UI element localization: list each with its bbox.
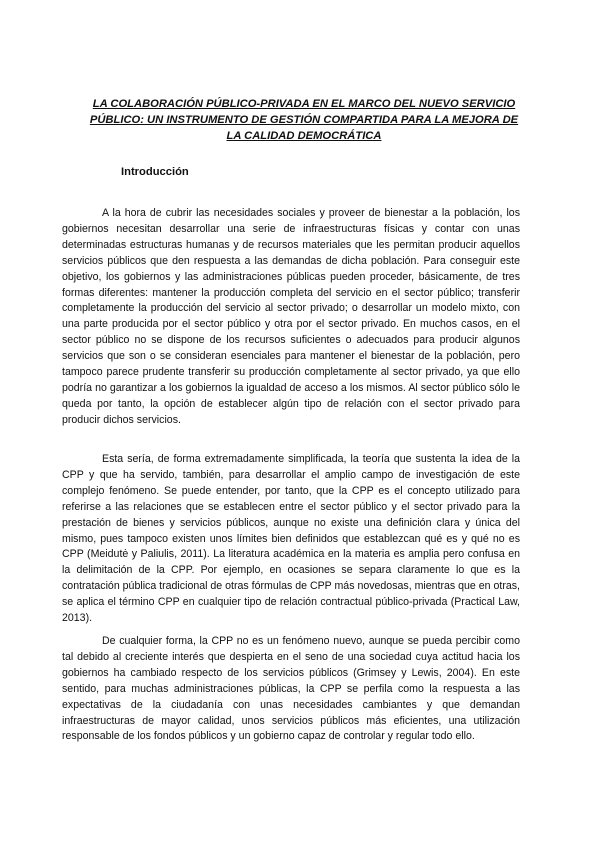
body-paragraph: De cualquier forma, la CPP no es un fenómeno nuevo, aunque se pueda percibir como tal debido al creciente interés que despierta en el seno de una sociedad cuya actitud hacia los gobiernos ha cambiado respecto de los servicios públicos (Grimsey y Lewis, 2004). En este sentido, para muchas administraciones públicas, la CPP se perfila como la respuesta a las expectativas de la ciudadanía con unas necesidades cambiantes y que demandan infraestructuras de mayor calidad, unos servicios públicos más eficientes, una utilización responsable de los fondos públicos y un gobierno capaz de controlar y regular todo ello.	[62, 635, 520, 743]
body-paragraph: Esta sería, de forma extremadamente simplificada, la teoría que sustenta la idea de la CPP y que ha servido, también, para desarrollar el amplio campo de investigación de este complejo fenómeno. Se puede entender, por tanto, que la CPP es el concepto utilizado para referirse a las relaciones que se establecen entre el sector público y el sector privado para la prestación de bienes y servicios públicos, aunque no existe una definición clara y única del mismo, pues tampoco existen unos límites bien definidos que establezcan qué es y qué no es CPP (Meidutė y Paliulis, 2011). La literatura académica en la materia es amplia pero confusa en la delimitación de la CPP. Por ejemplo, en ocasiones se separa claramente lo que es la contratación pública tradicional de otras fórmulas de CPP más novedosas, mientras que en otras, se aplica el término CPP en cualquier tipo de relación contractual público-privada (Practical Law, 2013).	[62, 453, 520, 625]
section-heading: Introducción	[121, 166, 189, 178]
body-paragraph: A la hora de cubrir las necesidades sociales y proveer de bienestar a la población, los gobiernos necesitan desarrollar una serie de infraestructuras físicas y contar con unas determinadas estructuras humanas y de recursos materiales que les permitan producir aquellos servicios públicos que den respuesta a las demandas de dicha población. Para conseguir este objetivo, los gobiernos y las administraciones públicas pueden proceder, básicamente, de tres formas diferentes: mantener la producción completa del servicio en el sector público; transferir completamente la producción del servicio al sector privado; o desarrollar un modelo mixto, con una parte producida por el sector público y otra por el sector privado. En muchos casos, en el sector público no se dispone de los recursos suficientes o adecuados para producir algunos servicios que son o se consideran esenciales para mantener el bienestar de la población, pero tampoco parece prudente transferir su producción completamente al sector privado, ya que ello podría no garantizar a los gobiernos la igualdad de acceso a los mismos. Al sector público sólo le queda por tanto, la opción de establecer algún tipo de relación con el sector privado para producir dichos servicios.	[62, 207, 520, 426]
document-title: LA COLABORACIÓN PÚBLICO-PRIVADA EN EL MARCO DEL NUEVO SERVICIO PÚBLICO: UN INSTRUMENTO DE GESTIÓN COMPARTIDA PARA LA MEJORA DE LA CALIDAD DEMOCRÁTICA	[89, 98, 519, 142]
